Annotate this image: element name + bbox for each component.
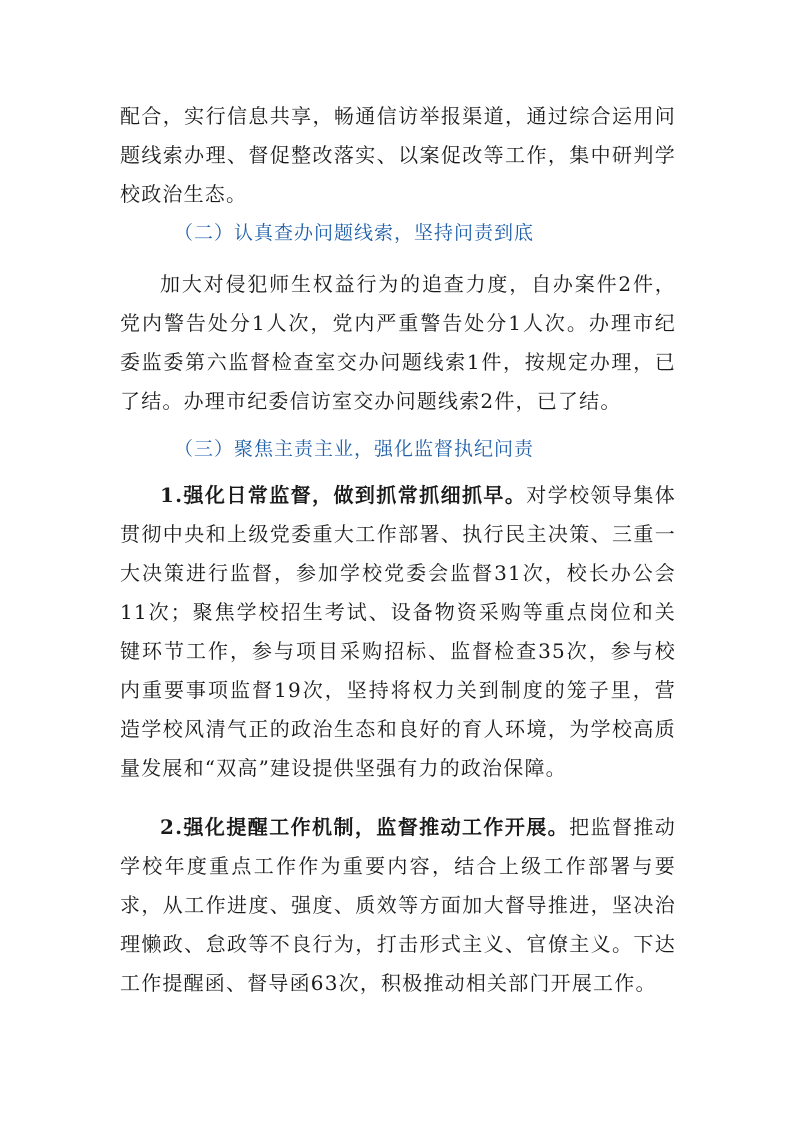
section-heading-3: （三）聚焦主责主业，强化监督执纪问责 — [174, 438, 535, 460]
daily-supervision-text: 对学校领导集体贯彻中央和上级党委重大工作部署、执行民主决策、三重一大决策进行监督，参加学校党委会监督31次，校长办公会11次；聚焦学校招生考试、设备物资采购等重点岗位和关键环节工作，参与项目采购招标、监督检查35次，参与校内重要事项监督19次，坚持将权力关到制度的笼子里，营造学校风清气正的政治生态和良好的育人环境，为学校高质量发展和“双高”建设提供坚强有力的政治保障。 — [120, 483, 676, 780]
section-heading-2: （二）认真查办问题线索，坚持问责到底 — [174, 222, 535, 244]
paragraph-case-handling: 加大对侵犯师生权益行为的追查力度，自办案件2件，党内警告处分1人次，党内严重警告处分1人次。办理市纪委监委第六监督检查室交办问题线索1件，按规定办理，已了结。办理市纪委信访室交办问题线索2件，已了结。 — [120, 272, 676, 413]
subheading-reminder-mechanism: 2.强化提醒工作机制，监督推动工作开展。 — [160, 815, 570, 839]
paragraph-intro: 配合，实行信息共享，畅通信访举报渠道，通过综合运用问题线索办理、督促整改落实、以案促改等工作，集中研判学校政治生态。 — [120, 104, 676, 206]
paragraph-daily-supervision — [120, 476, 676, 788]
subheading-daily-supervision: 1.强化日常监督，做到抓常抓细抓早。 — [160, 483, 527, 507]
reminder-mechanism-text: 把监督推动学校年度重点工作作为重要内容，结合上级工作部署与要求，从工作进度、强度、质效等方面加大督导推进，坚决治理懒政、怠政等不良行为，打击形式主义、官僚主义。下达工作提醒函、督导函63次，积极推动相关部门开展工作。 — [120, 815, 676, 995]
paragraph-reminder-mechanism — [120, 808, 676, 1003]
